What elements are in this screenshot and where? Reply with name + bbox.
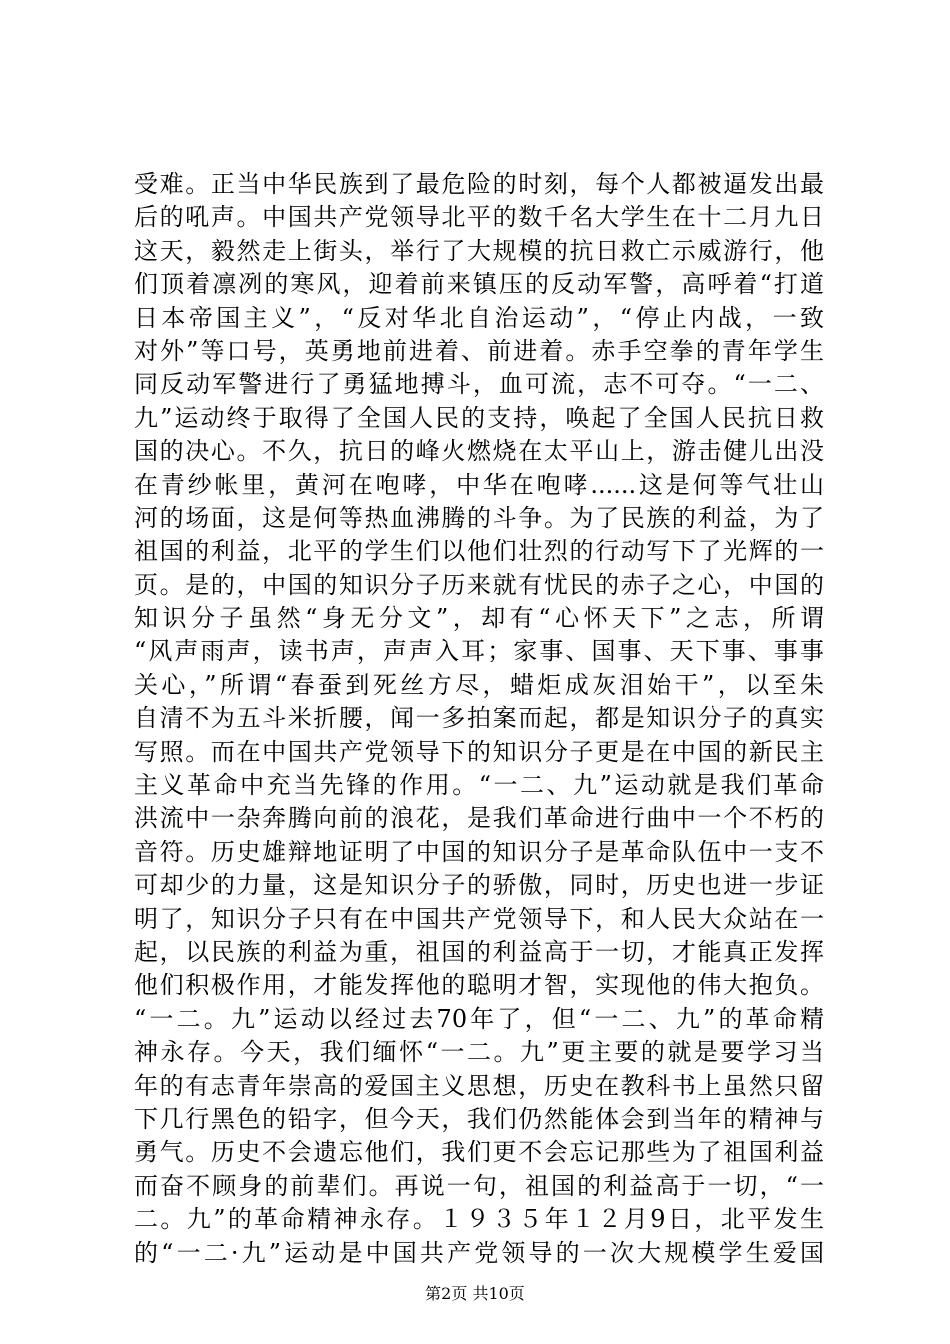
text-line: 知识分子虽然“身无分文”，却有“心怀天下”之志，所谓	[134, 604, 824, 633]
text-line: 二。九”的革命精神永存。１９３５年１２月9日，北平发生	[134, 1205, 824, 1234]
text-line: 这天，毅然走上街头，举行了大规模的抗日救亡示威游行，他	[134, 236, 824, 265]
body-text	[134, 168, 824, 1270]
text-line: 可却少的力量，这是知识分子的骄傲，同时，历史也进一步证	[134, 871, 824, 900]
text-line: 的“一二·九”运动是中国共产党领导的一次大规模学生爱国	[134, 1238, 824, 1267]
text-line: 对外”等口号，英勇地前进着、前进着。赤手空拳的青年学生	[134, 336, 824, 365]
text-line: 年的有志青年崇高的爱国主义思想，历史在教科书上虽然只留	[134, 1071, 824, 1100]
text-line: 主义革命中充当先锋的作用。“一二、九”运动就是我们革命	[134, 771, 824, 800]
text-line: 明了，知识分子只有在中国共产党领导下，和人民大众站在一	[134, 904, 824, 933]
text-line: 们顶着凛冽的寒风，迎着前来镇压的反动军警，高呼着“打道	[134, 270, 824, 299]
text-line: 下几行黑色的铅字，但今天，我们仍然能体会到当年的精神与	[134, 1104, 824, 1133]
text-line: 起，以民族的利益为重，祖国的利益高于一切，才能真正发挥	[134, 937, 824, 966]
text-line: 同反动军警进行了勇猛地搏斗，血可流，志不可夺。“一二、	[134, 370, 824, 399]
text-line: 河的场面，这是何等热血沸腾的斗争。为了民族的利益，为了	[134, 503, 824, 532]
text-line: 页。是的，中国的知识分子历来就有忧民的赤子之心，中国的	[134, 570, 824, 599]
text-line: 祖国的利益，北平的学生们以他们壮烈的行动写下了光辉的一	[134, 537, 824, 566]
text-line: 九”运动终于取得了全国人民的支持，唤起了全国人民抗日救	[134, 403, 824, 432]
text-line: “一二。九”运动以经过去70年了，但“一二、九”的革命精	[134, 1004, 824, 1033]
text-line: 日本帝国主义”，“反对华北自治运动”，“停止内战，一致	[134, 303, 824, 332]
text-line: 勇气。历史不会遗忘他们，我们更不会忘记那些为了祖国利益	[134, 1138, 824, 1167]
text-line: 后的吼声。中国共产党领导北平的数千名大学生在十二月九日	[134, 203, 824, 232]
text-line: 而奋不顾身的前辈们。再说一句，祖国的利益高于一切，“一	[134, 1171, 824, 1200]
text-line: 写照。而在中国共产党领导下的知识分子更是在中国的新民主	[134, 737, 824, 766]
text-line: 他们积极作用，才能发挥他的聪明才智，实现他的伟大抱负。	[134, 971, 824, 1000]
text-line: 自清不为五斗米折腰，闻一多拍案而起，都是知识分子的真实	[134, 704, 824, 733]
text-line: 关心，”所谓“春蚕到死丝方尽，蜡炬成灰泪始干”，以至朱	[134, 670, 824, 699]
text-line: 受难。正当中华民族到了最危险的时刻，每个人都被逼发出最	[134, 170, 824, 198]
text-line: 在青纱帐里，黄河在咆哮，中华在咆哮......这是何等气壮山	[134, 470, 824, 499]
text-line: “风声雨声，读书声，声声入耳；家事、国事、天下事、事事	[134, 637, 824, 666]
text-line: 神永存。今天，我们缅怀“一二。九”更主要的就是要学习当	[134, 1038, 824, 1067]
page-footer: 第2页 共10页	[425, 1284, 525, 1303]
text-line: 国的决心。不久，抗日的峰火燃烧在太平山上，游击健儿出没	[134, 437, 824, 466]
text-line: 洪流中一杂奔腾向前的浪花，是我们革命进行曲中一个不朽的	[134, 804, 824, 833]
text-line: 音符。历史雄辩地证明了中国的知识分子是革命队伍中一支不	[134, 837, 824, 866]
